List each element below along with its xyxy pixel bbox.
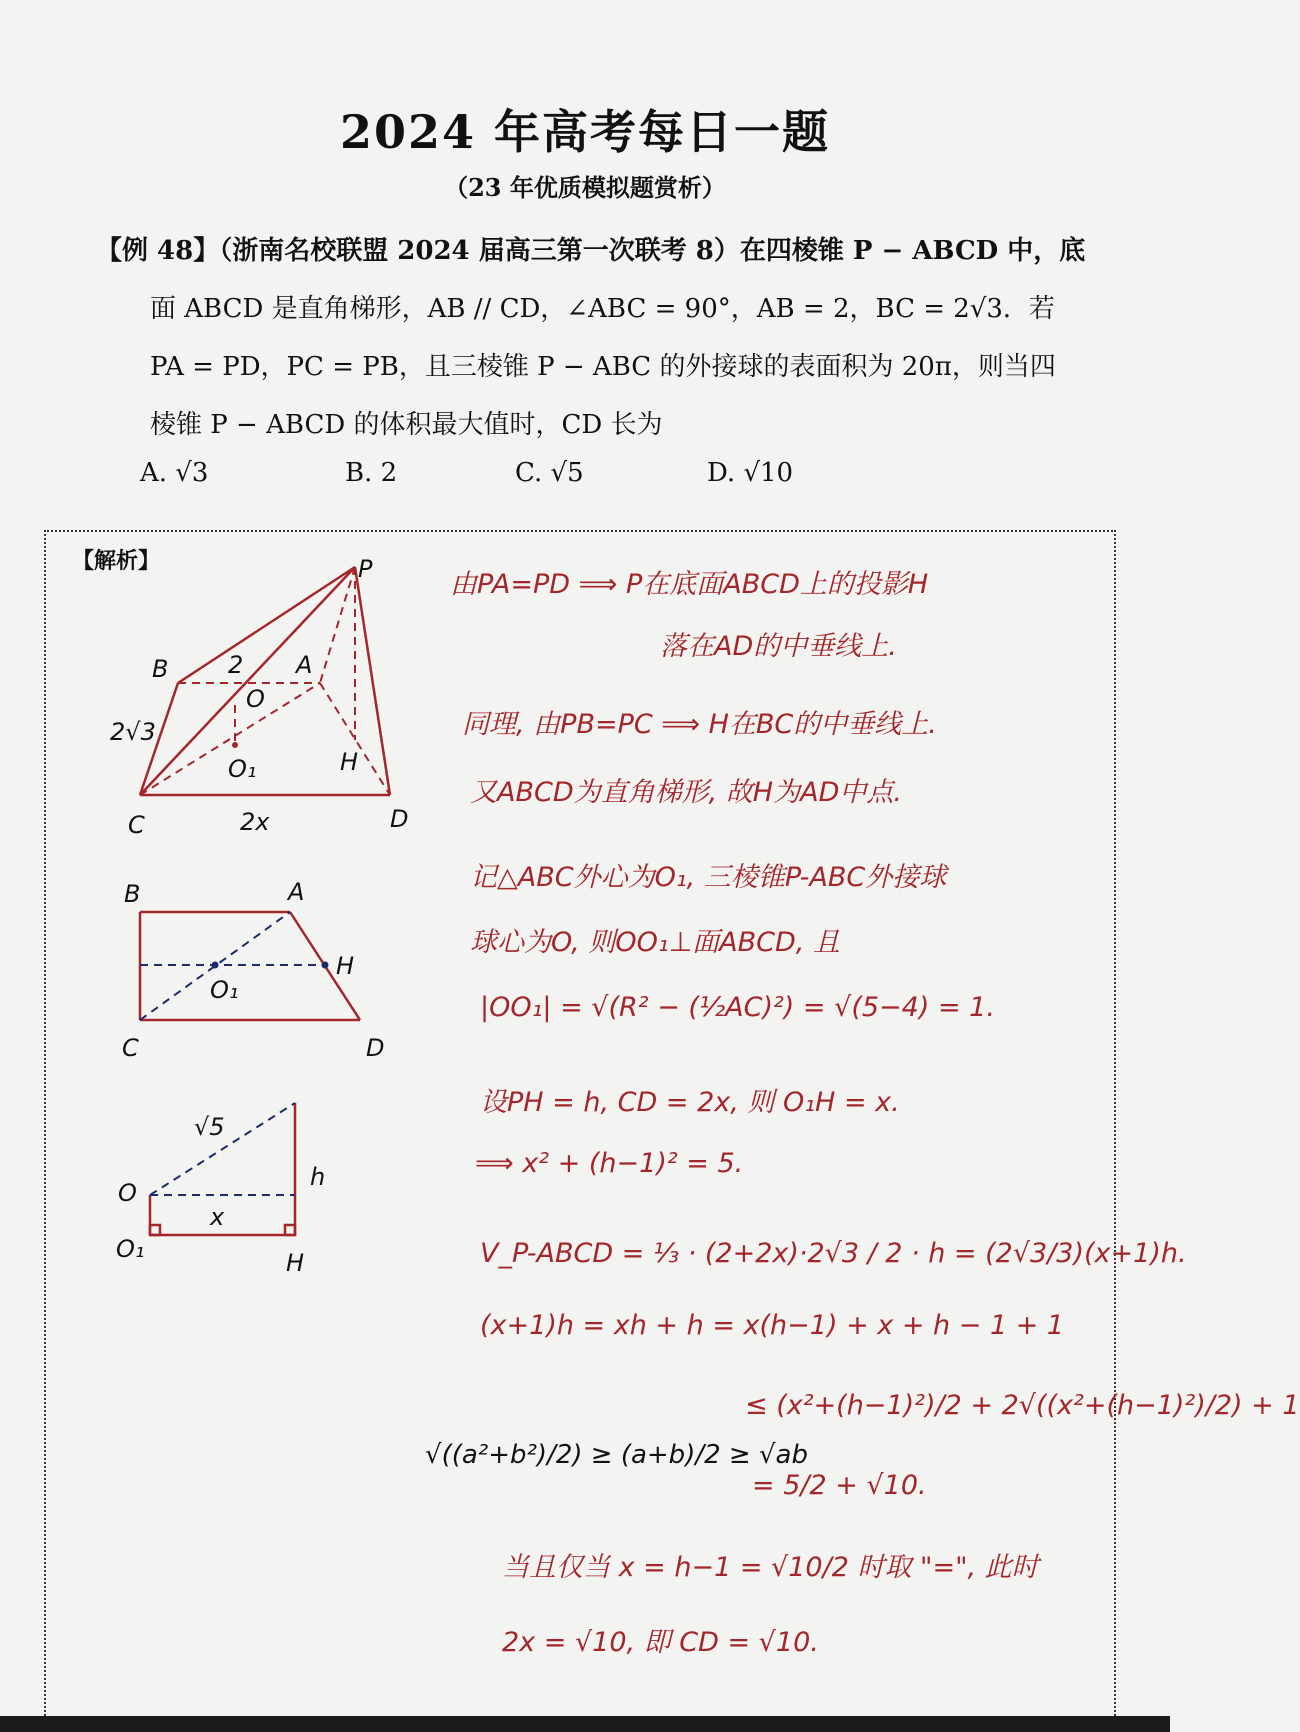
solution-line-11: (x+1)h = xh + h = x(h−1) + x + h − 1 + 1 <box>480 1310 1065 1341</box>
analysis-label: 【解析】 <box>72 548 161 574</box>
problem-line-2: 面 ABCD 是直角梯形，AB // CD，∠ABC = 90°，AB = 2，BC = 2√3．若 <box>150 294 1055 324</box>
fig3-label-h: H <box>286 1249 305 1277</box>
fig1-label-ab: 2 <box>228 651 244 679</box>
solution-line-12: ≤ (x²+(h−1)²)/2 + 2√((x²+(h−1)²)/2) + 1 <box>745 1390 1300 1421</box>
fig1-label-bc: 2√3 <box>110 718 156 746</box>
solution-line-6: 球心为O, 则OO₁⊥面ABCD, 且 <box>470 927 840 958</box>
fig1-label-cd: 2x <box>240 808 270 836</box>
trapezoid-figure <box>110 870 400 1070</box>
solution-line-5: 记△ABC外心为O₁, 三棱锥P-ABC外接球 <box>470 862 947 893</box>
fig3-label-o: O <box>118 1179 137 1207</box>
solution-line-8: 设PH = h, CD = 2x, 则 O₁H = x. <box>480 1087 900 1118</box>
fig1-label-h: H <box>340 748 359 776</box>
solution-line-2: 落在AD的中垂线上. <box>660 631 897 662</box>
solution-line-1: 由PA=PD ⟹ P在底面ABCD上的投影H <box>450 569 929 600</box>
solution-line-10: V_P-ABCD = ⅓ · (2+2x)·2√3 / 2 · h = (2√3/3)(x+1)h. <box>480 1238 1187 1269</box>
solution-line-13: = 5/2 + √10. <box>752 1470 927 1501</box>
problem-line-4: 棱锥 P − ABCD 的体积最大值时，CD 长为 <box>150 410 663 440</box>
page-subtitle: （23 年优质模拟题赏析） <box>444 173 726 202</box>
fig1-label-d: D <box>390 805 409 833</box>
fig3-label-h-side: h <box>310 1163 326 1191</box>
fig1-label-o1: O₁ <box>228 755 257 783</box>
problem-statement <box>96 222 1086 454</box>
fig2-label-o1: O₁ <box>210 976 239 1004</box>
fig1-label-p: P <box>358 555 373 583</box>
fig1-label-b: B <box>152 655 169 683</box>
answer-options <box>140 458 1040 498</box>
solution-line-4: 又ABCD为直角梯形, 故H为AD中点. <box>470 777 902 808</box>
fig2-label-b: B <box>124 880 141 908</box>
problem-line-1: 【例 48】（浙南名校联盟 2024 届高三第一次联考 8）在四棱锥 P − ABCD 中，底 <box>96 236 1086 266</box>
fig2-label-h: H <box>336 952 355 980</box>
fig1-label-c: C <box>128 811 145 839</box>
fig2-label-c: C <box>122 1034 139 1062</box>
fig3-label-hyp: √5 <box>194 1113 225 1141</box>
fig2-label-a: A <box>288 878 305 906</box>
solution-line-7: |OO₁| = √(R² − (½AC)²) = √(5−4) = 1. <box>480 992 995 1023</box>
scan-edge-bar <box>0 1716 1170 1732</box>
fig3-label-x: x <box>210 1203 225 1231</box>
option-c: C. √5 <box>515 458 584 488</box>
fig1-label-a: A <box>296 651 313 679</box>
triangle-figure <box>110 1095 370 1285</box>
mean-inequality: √((a²+b²)/2) ≥ (a+b)/2 ≥ √ab <box>425 1440 808 1470</box>
option-b: B. 2 <box>345 458 398 488</box>
option-d: D. √10 <box>707 458 794 488</box>
solution-line-14: 当且仅当 x = h−1 = √10/2 时取 "=", 此时 <box>502 1552 1039 1583</box>
problem-line-3: PA = PD，PC = PB，且三棱锥 P − ABC 的外接球的表面积为 20π，则当四 <box>150 352 1056 382</box>
option-a: A. √3 <box>140 458 209 488</box>
page-title: 2024 年高考每日一题 <box>339 105 831 159</box>
solution-line-9: ⟹ x² + (h−1)² = 5. <box>475 1148 744 1179</box>
fig3-label-o1: O₁ <box>116 1235 145 1263</box>
fig2-label-d: D <box>366 1034 385 1062</box>
solution-line-15: 2x = √10, 即 CD = √10. <box>502 1627 819 1658</box>
fig1-label-o: O <box>246 685 265 713</box>
pyramid-figure <box>100 555 450 845</box>
solution-line-3: 同理, 由PB=PC ⟹ H在BC的中垂线上. <box>462 709 937 740</box>
